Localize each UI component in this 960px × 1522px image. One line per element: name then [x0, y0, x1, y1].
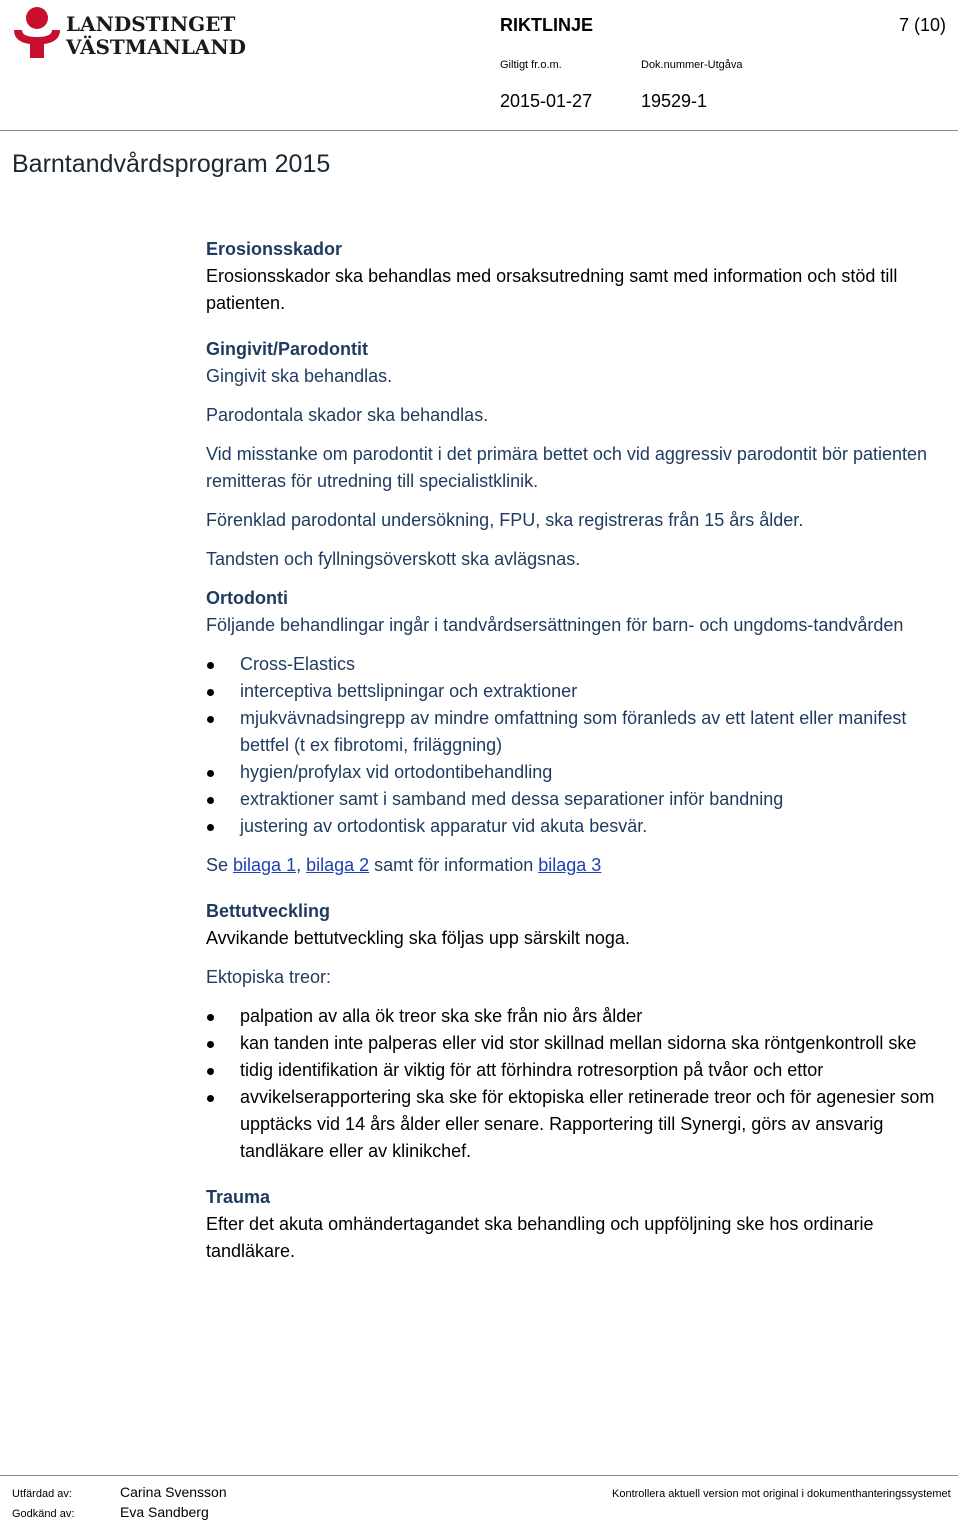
footer-divider — [0, 1475, 958, 1476]
ortodonti-list-item: hygien/profylax vid ortodontibehandling — [206, 759, 936, 786]
ektopiska-label: Ektopiska treor: — [206, 967, 332, 987]
trauma-heading: Trauma — [206, 1187, 271, 1207]
document-body — [206, 236, 936, 1265]
gingivit-line3: Vid misstanke om parodontit i det primära bettet och vid aggressiv parodontit bör patienten remitteras för utredning till specialistklinik. — [206, 444, 928, 491]
ortodonti-heading: Ortodonti — [206, 588, 288, 608]
erosion-heading: Erosionsskador — [206, 239, 343, 259]
ortodonti-list-item: mjukvävnadsingrepp av mindre omfattning som föranleds av ett latent eller manifest bettfel (t ex fibrotomi, friläggning) — [206, 705, 936, 759]
see-prefix: Se — [206, 855, 234, 875]
version-check-note: Kontrollera aktuell version mot original i dokumenthanteringssystemet — [612, 1488, 951, 1500]
link-separator: , — [296, 855, 307, 875]
document-type: RIKTLINJE — [500, 15, 594, 35]
ektopiska-list-item: tidig identifikation är viktig för att förhindra rotresorption på tvåor och ettor — [206, 1057, 936, 1084]
doc-number: 19529-1 — [641, 91, 708, 111]
issued-by-name: Carina Svensson — [120, 1484, 227, 1500]
ortodonti-list-item: extraktioner samt i samband med dessa separationer inför bandning — [206, 786, 936, 813]
erosion-text: Erosionsskador ska behandlas med orsaksutredning samt med information och stöd till patienten. — [206, 266, 898, 313]
header-divider — [0, 130, 958, 131]
ortodonti-list-item: interceptiva bettslipningar och extraktioner — [206, 678, 936, 705]
document-title: Barntandvårdsprogram 2015 — [12, 150, 331, 178]
logo-mark-body — [14, 30, 60, 58]
ektopiska-list — [206, 1003, 936, 1165]
bettutveckling-heading: Bettutveckling — [206, 901, 331, 921]
ortodonti-list-item: Cross-Elastics — [206, 651, 936, 678]
logo-mark-head — [26, 7, 48, 29]
issued-by-label: Utfärdad av: — [12, 1488, 72, 1500]
ortodonti-list-item: justering av ortodontisk apparatur vid akuta besvär. — [206, 813, 936, 840]
approved-by-label: Godkänd av: — [12, 1508, 75, 1520]
ortodonti-intro: Följande behandlingar ingår i tandvårdsersättningen för barn- och ungdoms-tandvården — [206, 615, 904, 635]
bettutveckling-text: Avvikande bettutveckling ska följas upp särskilt noga. — [206, 928, 630, 948]
gingivit-line1: Gingivit ska behandlas. — [206, 366, 393, 386]
ektopiska-list-item: palpation av alla ök treor ska ske från nio års ålder — [206, 1003, 936, 1030]
ektopiska-list-item: avvikelserapportering ska ske för ektopiska eller retinerade treor och för agenesier som upptäcks vid 14 års ålder eller senare. Rapportering till Synergi, görs av ansvarig tandläkare eller av klinikchef. — [206, 1084, 936, 1165]
page-number: 7 (10) — [898, 15, 946, 35]
appendix-1-link[interactable]: bilaga 1 — [233, 855, 297, 875]
valid-from-date: 2015-01-27 — [500, 91, 593, 111]
see-mid-text: samt för information — [369, 855, 539, 875]
logo-text-line1: LANDSTINGET — [66, 12, 236, 36]
gingivit-line2: Parodontala skador ska behandlas. — [206, 405, 489, 425]
landstinget-logo — [10, 4, 246, 60]
appendix-2-link[interactable]: bilaga 2 — [306, 855, 370, 875]
valid-from-label: Giltigt fr.o.m. — [500, 59, 562, 71]
appendix-reference — [206, 852, 936, 879]
ektopiska-list-item: kan tanden inte palperas eller vid stor skillnad mellan sidorna ska röntgenkontroll ske — [206, 1030, 936, 1057]
trauma-text: Efter det akuta omhändertagandet ska behandling och uppföljning ske hos ordinarie tandläkare. — [206, 1214, 874, 1261]
gingivit-line4: Förenklad parodontal undersökning, FPU, ska registreras från 15 års ålder. — [206, 510, 804, 530]
doc-number-label: Dok.nummer-Utgåva — [641, 59, 743, 71]
ortodonti-list — [206, 651, 936, 840]
appendix-3-link[interactable]: bilaga 3 — [538, 855, 602, 875]
gingivit-line5: Tandsten och fyllningsöverskott ska avlägsnas. — [206, 549, 581, 569]
logo-text-line2: VÄSTMANLAND — [66, 35, 246, 59]
gingivit-heading: Gingivit/Parodontit — [206, 339, 368, 359]
approved-by-name: Eva Sandberg — [120, 1504, 209, 1520]
